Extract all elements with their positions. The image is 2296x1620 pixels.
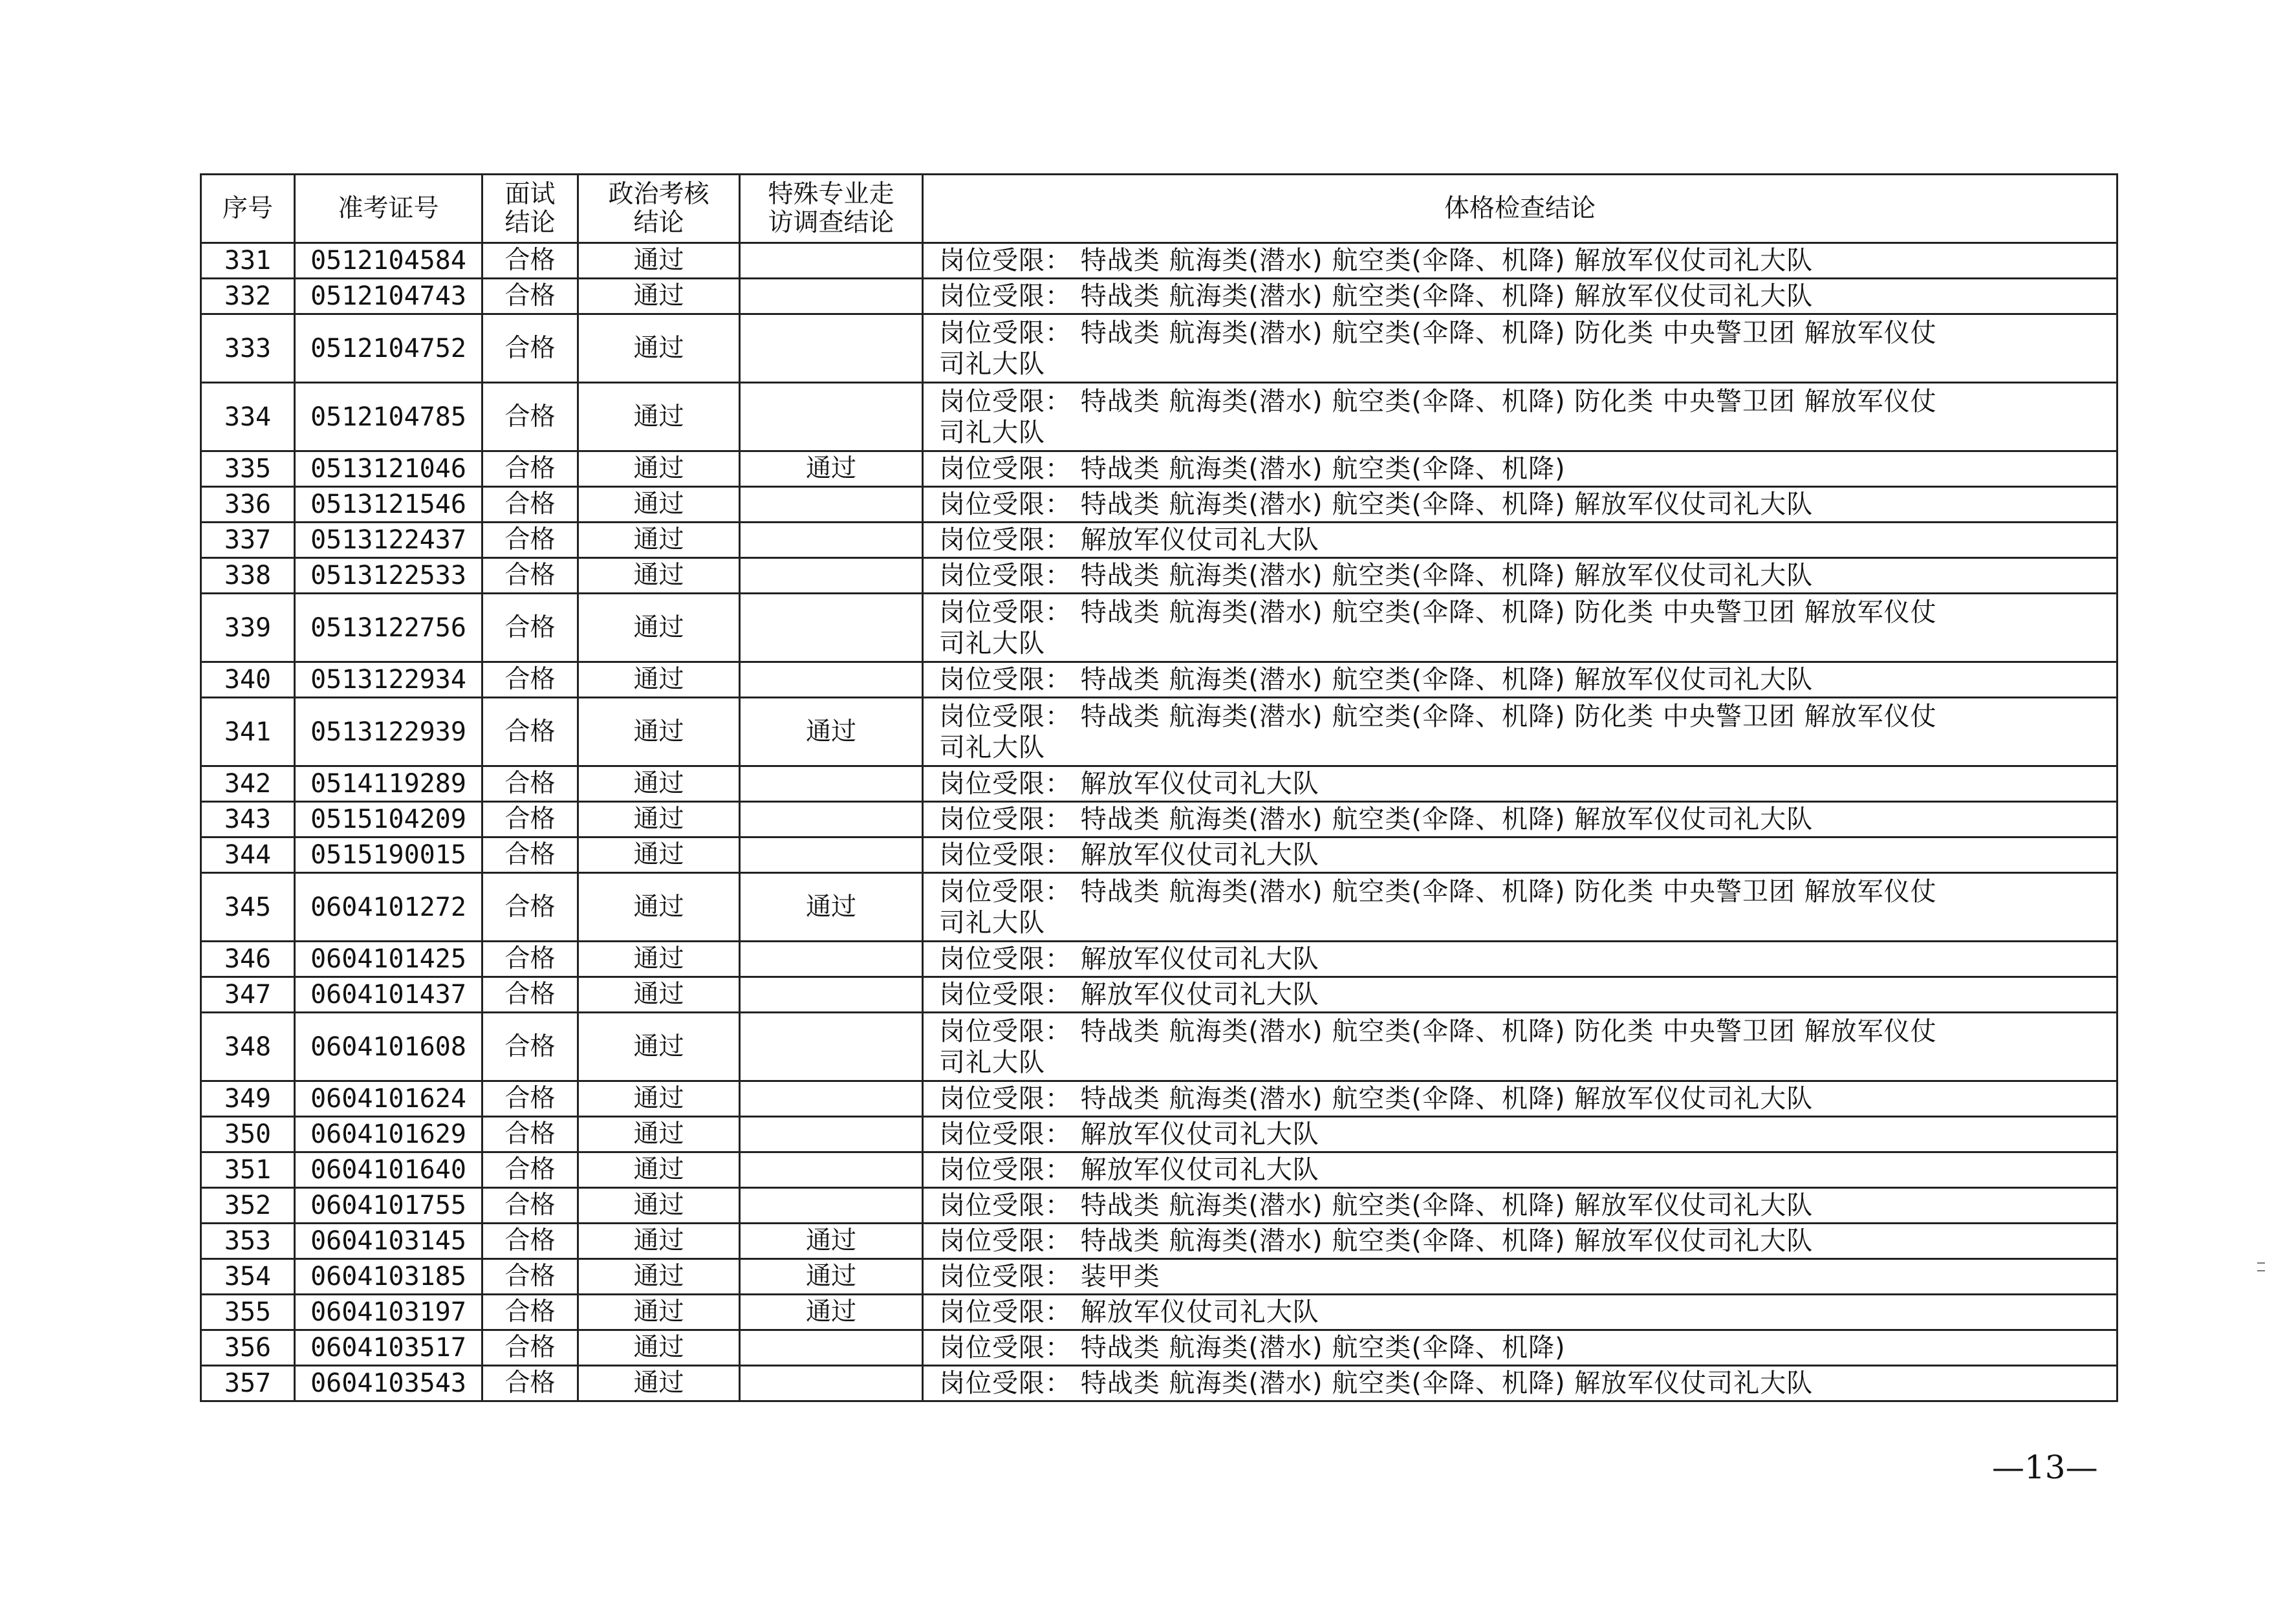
cell-interview: 合格 [482,802,578,837]
cell-interview: 合格 [482,1224,578,1259]
cell-special-survey [740,279,923,314]
margin-mark [2257,1262,2265,1271]
table-row [201,243,2117,279]
cell-exam-no: 0604103517 [295,1330,482,1366]
cell-political: 通过 [578,1117,740,1152]
table-row [201,1081,2117,1117]
table-row [201,837,2117,873]
cell-political: 通过 [578,942,740,977]
physical-exam-line: 岗位受限： 解放军仪仗司礼大队 [939,769,1319,799]
cell-interview: 合格 [482,837,578,873]
cell-political: 通过 [578,1259,740,1295]
cell-physical-exam [923,1081,2117,1117]
cell-seq: 346 [201,942,295,977]
cell-physical-exam [923,802,2117,837]
cell-seq: 339 [201,594,295,662]
cell-exam-no: 0513122939 [295,698,482,766]
cell-physical-exam [923,662,2117,698]
physical-exam-line: 岗位受限： 特战类 航海类(潜水) 航空类(伞降、机降) [939,454,1566,484]
table-row [201,1013,2117,1081]
physical-exam-line: 岗位受限： 解放军仪仗司礼大队 [939,840,1319,870]
cell-exam-no: 0515104209 [295,802,482,837]
cell-exam-no: 0513122934 [295,662,482,698]
cell-physical-exam [923,487,2117,523]
cell-seq: 336 [201,487,295,523]
cell-interview: 合格 [482,1295,578,1330]
physical-exam-line: 岗位受限： 解放军仪仗司礼大队 [939,980,1319,1010]
physical-exam-line: 岗位受限： 特战类 航海类(潜水) 航空类(伞降、机降) 防化类 中央警卫团 解放军仪仗 [939,876,1937,907]
cell-physical-exam [923,873,2117,942]
cell-special-survey [740,766,923,802]
physical-exam-line: 岗位受限： 特战类 航海类(潜水) 航空类(伞降、机降) 解放军仪仗司礼大队 [939,281,1814,311]
cell-seq: 347 [201,977,295,1013]
header-seq: 序号 [201,175,295,243]
cell-physical-exam [923,1117,2117,1152]
physical-exam-line: 岗位受限： 特战类 航海类(潜水) 航空类(伞降、机降) 解放军仪仗司礼大队 [939,1226,1814,1256]
cell-special-survey [740,837,923,873]
cell-physical-exam [923,977,2117,1013]
cell-exam-no: 0604101755 [295,1188,482,1224]
cell-physical-exam [923,558,2117,594]
cell-interview: 合格 [482,451,578,487]
cell-interview: 合格 [482,594,578,662]
cell-special-survey: 通过 [740,451,923,487]
cell-special-survey [740,1330,923,1366]
cell-exam-no: 0513121046 [295,451,482,487]
results-table [200,173,2118,1402]
cell-exam-no: 0604101640 [295,1152,482,1188]
physical-exam-line: 岗位受限： 特战类 航海类(潜水) 航空类(伞降、机降) 解放军仪仗司礼大队 [939,805,1814,834]
physical-exam-line: 岗位受限： 特战类 航海类(潜水) 航空类(伞降、机降) 防化类 中央警卫团 解放军仪仗 [939,701,1937,731]
cell-political: 通过 [578,383,740,451]
cell-exam-no: 0513122437 [295,523,482,558]
cell-seq: 348 [201,1013,295,1081]
cell-interview: 合格 [482,698,578,766]
cell-physical-exam [923,523,2117,558]
cell-seq: 356 [201,1330,295,1366]
table-row [201,698,2117,766]
cell-interview: 合格 [482,383,578,451]
cell-exam-no: 0513121546 [295,487,482,523]
cell-special-survey [740,977,923,1013]
cell-special-survey [740,523,923,558]
cell-political: 通过 [578,1295,740,1330]
cell-physical-exam [923,1013,2117,1081]
physical-exam-line: 司礼大队 [939,907,1045,938]
cell-special-survey: 通过 [740,1295,923,1330]
cell-interview: 合格 [482,977,578,1013]
table-header [201,175,2117,243]
table-row [201,1224,2117,1259]
cell-seq: 349 [201,1081,295,1117]
cell-political: 通过 [578,451,740,487]
cell-seq: 345 [201,873,295,942]
cell-special-survey [740,594,923,662]
cell-political: 通过 [578,1188,740,1224]
cell-interview: 合格 [482,558,578,594]
physical-exam-line: 岗位受限： 解放军仪仗司礼大队 [939,1297,1319,1327]
cell-seq: 332 [201,279,295,314]
table-row [201,1259,2117,1295]
physical-exam-line: 岗位受限： 特战类 航海类(潜水) 航空类(伞降、机降) 解放军仪仗司礼大队 [939,561,1814,590]
physical-exam-line: 岗位受限： 特战类 航海类(潜水) 航空类(伞降、机降) 解放军仪仗司礼大队 [939,1368,1814,1398]
cell-seq: 335 [201,451,295,487]
cell-physical-exam [923,942,2117,977]
cell-special-survey: 通过 [740,873,923,942]
cell-seq: 352 [201,1188,295,1224]
cell-physical-exam [923,1224,2117,1259]
cell-exam-no: 0512104743 [295,279,482,314]
physical-exam-line: 岗位受限： 解放军仪仗司礼大队 [939,1155,1319,1185]
cell-special-survey [740,383,923,451]
cell-interview: 合格 [482,1188,578,1224]
cell-seq: 340 [201,662,295,698]
cell-exam-no: 0604101437 [295,977,482,1013]
cell-interview: 合格 [482,1081,578,1117]
cell-exam-no: 0515190015 [295,837,482,873]
cell-physical-exam [923,314,2117,383]
cell-interview: 合格 [482,662,578,698]
table-row [201,314,2117,383]
cell-special-survey: 通过 [740,1224,923,1259]
cell-exam-no: 0604101608 [295,1013,482,1081]
cell-seq: 343 [201,802,295,837]
table-row [201,451,2117,487]
cell-seq: 338 [201,558,295,594]
cell-exam-no: 0604101272 [295,873,482,942]
table-row [201,383,2117,451]
cell-political: 通过 [578,1152,740,1188]
cell-interview: 合格 [482,1013,578,1081]
cell-interview: 合格 [482,243,578,279]
cell-political: 通过 [578,487,740,523]
cell-political: 通过 [578,243,740,279]
physical-exam-line: 岗位受限： 装甲类 [939,1262,1160,1291]
cell-seq: 334 [201,383,295,451]
cell-physical-exam [923,594,2117,662]
cell-interview: 合格 [482,942,578,977]
cell-physical-exam [923,1330,2117,1366]
physical-exam-line: 岗位受限： 特战类 航海类(潜水) 航空类(伞降、机降) 防化类 中央警卫团 解放军仪仗 [939,318,1937,348]
table-row [201,662,2117,698]
cell-seq: 350 [201,1117,295,1152]
cell-interview: 合格 [482,1259,578,1295]
cell-exam-no: 0512104584 [295,243,482,279]
cell-special-survey [740,1081,923,1117]
cell-interview: 合格 [482,487,578,523]
cell-exam-no: 0513122533 [295,558,482,594]
cell-physical-exam [923,837,2117,873]
cell-seq: 342 [201,766,295,802]
cell-special-survey: 通过 [740,1259,923,1295]
cell-seq: 344 [201,837,295,873]
table-body [201,243,2117,1401]
cell-special-survey [740,558,923,594]
cell-seq: 355 [201,1295,295,1330]
cell-political: 通过 [578,802,740,837]
table-row [201,1152,2117,1188]
cell-special-survey [740,942,923,977]
table-row [201,558,2117,594]
cell-exam-no: 0512104785 [295,383,482,451]
cell-special-survey [740,802,923,837]
cell-seq: 357 [201,1366,295,1401]
cell-political: 通过 [578,314,740,383]
cell-political: 通过 [578,873,740,942]
cell-political: 通过 [578,1081,740,1117]
table-row [201,977,2117,1013]
cell-interview: 合格 [482,873,578,942]
cell-interview: 合格 [482,1117,578,1152]
cell-special-survey [740,314,923,383]
cell-seq: 331 [201,243,295,279]
physical-exam-line: 岗位受限： 特战类 航海类(潜水) 航空类(伞降、机降) 解放军仪仗司礼大队 [939,665,1814,695]
cell-exam-no: 0512104752 [295,314,482,383]
cell-exam-no: 0604103543 [295,1366,482,1401]
cell-seq: 333 [201,314,295,383]
physical-exam-line: 司礼大队 [939,417,1045,448]
page-number: —13— [1992,1449,2098,1486]
cell-physical-exam [923,279,2117,314]
cell-physical-exam [923,243,2117,279]
physical-exam-line: 司礼大队 [939,732,1045,762]
cell-special-survey: 通过 [740,698,923,766]
cell-special-survey [740,243,923,279]
cell-exam-no: 0604101624 [295,1081,482,1117]
physical-exam-line: 岗位受限： 特战类 航海类(潜水) 航空类(伞降、机降) 防化类 中央警卫团 解放军仪仗 [939,597,1937,627]
cell-seq: 341 [201,698,295,766]
physical-exam-line: 岗位受限： 解放军仪仗司礼大队 [939,1119,1319,1149]
cell-physical-exam [923,451,2117,487]
table-row [201,1366,2117,1401]
cell-seq: 353 [201,1224,295,1259]
cell-special-survey [740,1013,923,1081]
header-special-survey: 特殊专业走 访调查结论 [740,175,923,243]
cell-physical-exam [923,1152,2117,1188]
cell-physical-exam [923,1295,2117,1330]
physical-exam-line: 岗位受限： 特战类 航海类(潜水) 航空类(伞降、机降) 防化类 中央警卫团 解放军仪仗 [939,1016,1937,1046]
cell-interview: 合格 [482,766,578,802]
cell-political: 通过 [578,1013,740,1081]
cell-political: 通过 [578,1366,740,1401]
table-row [201,802,2117,837]
cell-political: 通过 [578,1224,740,1259]
table-row [201,1117,2117,1152]
physical-exam-line: 岗位受限： 特战类 航海类(潜水) 航空类(伞降、机降) 解放军仪仗司礼大队 [939,246,1814,275]
cell-political: 通过 [578,662,740,698]
cell-interview: 合格 [482,523,578,558]
table-row [201,1295,2117,1330]
physical-exam-line: 岗位受限： 解放军仪仗司礼大队 [939,944,1319,974]
cell-seq: 351 [201,1152,295,1188]
table-row [201,766,2117,802]
table-row [201,873,2117,942]
cell-physical-exam [923,1259,2117,1295]
cell-physical-exam [923,766,2117,802]
cell-exam-no: 0513122756 [295,594,482,662]
cell-physical-exam [923,1366,2117,1401]
table-row [201,487,2117,523]
cell-exam-no: 0604103197 [295,1295,482,1330]
table-row [201,279,2117,314]
physical-exam-line: 司礼大队 [939,1047,1045,1077]
table-row [201,594,2117,662]
cell-physical-exam [923,383,2117,451]
cell-seq: 337 [201,523,295,558]
cell-political: 通过 [578,977,740,1013]
cell-interview: 合格 [482,314,578,383]
physical-exam-line: 岗位受限： 特战类 航海类(潜水) 航空类(伞降、机降) 解放军仪仗司礼大队 [939,1084,1814,1114]
cell-exam-no: 0604101425 [295,942,482,977]
cell-exam-no: 0604103185 [295,1259,482,1295]
cell-exam-no: 0604103145 [295,1224,482,1259]
cell-political: 通过 [578,279,740,314]
cell-political: 通过 [578,766,740,802]
cell-physical-exam [923,698,2117,766]
header-interview: 面试 结论 [482,175,578,243]
table-row [201,942,2117,977]
header-exam-no: 准考证号 [295,175,482,243]
cell-special-survey [740,662,923,698]
physical-exam-line: 岗位受限： 特战类 航海类(潜水) 航空类(伞降、机降) 解放军仪仗司礼大队 [939,1191,1814,1220]
physical-exam-line: 岗位受限： 特战类 航海类(潜水) 航空类(伞降、机降) [939,1333,1566,1363]
table-row [201,1330,2117,1366]
cell-special-survey [740,1366,923,1401]
cell-exam-no: 0604101629 [295,1117,482,1152]
header-political: 政治考核 结论 [578,175,740,243]
cell-political: 通过 [578,523,740,558]
cell-political: 通过 [578,698,740,766]
physical-exam-line: 岗位受限： 特战类 航海类(潜水) 航空类(伞降、机降) 解放军仪仗司礼大队 [939,490,1814,519]
cell-physical-exam [923,1188,2117,1224]
physical-exam-line: 司礼大队 [939,349,1045,379]
cell-political: 通过 [578,558,740,594]
cell-seq: 354 [201,1259,295,1295]
table-row [201,523,2117,558]
cell-political: 通过 [578,594,740,662]
cell-interview: 合格 [482,1330,578,1366]
physical-exam-line: 岗位受限： 特战类 航海类(潜水) 航空类(伞降、机降) 防化类 中央警卫团 解放军仪仗 [939,386,1937,416]
physical-exam-line: 岗位受限： 解放军仪仗司礼大队 [939,525,1319,555]
cell-special-survey [740,487,923,523]
cell-special-survey [740,1152,923,1188]
cell-interview: 合格 [482,1366,578,1401]
cell-interview: 合格 [482,279,578,314]
cell-political: 通过 [578,837,740,873]
cell-special-survey [740,1188,923,1224]
physical-exam-line: 司礼大队 [939,628,1045,658]
table-row [201,1188,2117,1224]
header-physical-exam: 体格检查结论 [923,175,2117,243]
cell-exam-no: 0514119289 [295,766,482,802]
cell-special-survey [740,1117,923,1152]
cell-interview: 合格 [482,1152,578,1188]
cell-political: 通过 [578,1330,740,1366]
